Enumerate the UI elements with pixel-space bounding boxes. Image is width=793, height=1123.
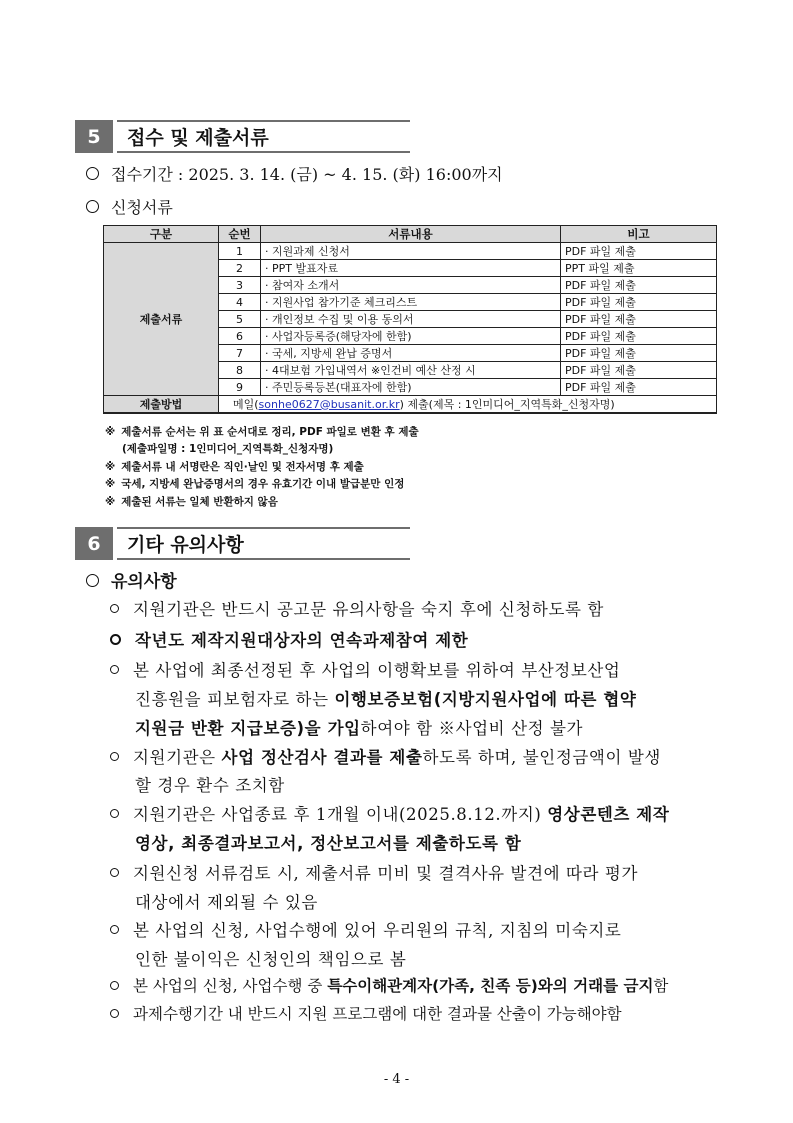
reference-mark-icon: ※ (105, 461, 116, 473)
row-note: PDF 파일 제출 (561, 345, 717, 362)
precaution-item (110, 744, 661, 768)
header-category: 구분 (104, 226, 219, 243)
item-text: 하여야 함 ※사업비 산정 불가 (360, 719, 584, 738)
email-link[interactable]: sonhe0627@busanit.or.kr (258, 397, 400, 411)
small-circle-bullet-icon (110, 925, 119, 934)
precaution-item (110, 627, 468, 651)
item-text: 인한 불이익은 신청인의 책임으로 봄 (135, 950, 407, 969)
small-circle-bullet-icon (110, 868, 119, 877)
note-line (122, 441, 333, 456)
row-content: · 국세, 지방세 완납 증명서 (261, 345, 561, 362)
small-circle-bullet-icon (110, 604, 119, 613)
method-prefix: 메일( (233, 397, 259, 411)
row-content: · 4대보험 가입내역서 ※인건비 예산 산정 시 (261, 362, 561, 379)
item-text-bold: 영상, 최종결과보고서, 정산보고서를 제출하도록 함 (135, 834, 522, 853)
row-number: 7 (219, 345, 261, 362)
reference-mark-icon: ※ (105, 496, 116, 508)
row-note: PDF 파일 제출 (561, 328, 717, 345)
circle-bullet-icon (86, 200, 99, 213)
precaution-item-continued (135, 830, 521, 854)
note-text: 제출된 서류는 일체 반환하지 않음 (121, 496, 278, 508)
precaution-item (110, 974, 668, 996)
row-note: PDF 파일 제출 (561, 294, 717, 311)
item-text-bold: 이행보증보험(지방지원사업에 따른 협약 (334, 690, 637, 709)
bullet-application-documents (86, 195, 173, 218)
item-text: 본 사업에 최종선정된 후 사업의 이행확보를 위하여 부산정보산업 (133, 661, 621, 680)
precaution-item-continued (135, 772, 285, 796)
small-circle-bullet-icon (110, 1009, 119, 1018)
note-text: 제출서류 내 서명란은 직인·날인 및 전자서명 후 제출 (121, 461, 364, 473)
method-suffix: ) 제출(제목 : 1인미디어_지역특화_신청자명) (399, 397, 615, 411)
precaution-item-continued (135, 686, 636, 710)
row-note: PDF 파일 제출 (561, 362, 717, 379)
application-documents-text: 신청서류 (111, 198, 173, 217)
circle-bullet-icon (86, 574, 99, 587)
item-text: 진흥원을 피보험자로 하는 (135, 690, 335, 709)
row-note: PDF 파일 제출 (561, 311, 717, 328)
circle-bullet-icon (86, 167, 99, 180)
precaution-item-continued (135, 715, 583, 739)
row-content: · 지원과제 신청서 (261, 243, 561, 260)
note-text: 국세, 지방세 완납증명서의 경우 유효기간 이내 발급분만 인정 (121, 478, 405, 490)
precaution-item (110, 1002, 622, 1024)
precaution-item-continued (135, 946, 406, 970)
row-note: PDF 파일 제출 (561, 379, 717, 396)
item-text: 과제수행기간 내 반드시 지원 프로그램에 대한 결과물 산출이 가능해야함 (133, 1005, 622, 1023)
row-note: PDF 파일 제출 (561, 243, 717, 260)
small-circle-bullet-icon (110, 981, 119, 990)
row-number: 2 (219, 260, 261, 277)
row-number: 8 (219, 362, 261, 379)
item-text: 대상에서 제외될 수 있음 (135, 893, 318, 912)
precaution-item (110, 917, 621, 941)
method-value (219, 396, 717, 414)
small-circle-bullet-icon (110, 665, 119, 674)
row-note: PPT 파일 제출 (561, 260, 717, 277)
note-line (105, 459, 364, 474)
item-text: 지원기관은 반드시 공고문 유의사항을 숙지 후에 신청하도록 함 (133, 600, 604, 619)
item-text-bold: 특수이해관계자(가족, 친족 등)와의 거래를 금지 (327, 977, 654, 995)
note-text: 제출서류 순서는 위 표 순서대로 정리, PDF 파일로 변환 후 제출 (121, 426, 419, 438)
item-text-bold: 지원금 반환 지급보증)을 가입 (135, 719, 361, 738)
row-content: · 지원사업 참가기준 체크리스트 (261, 294, 561, 311)
note-line (105, 424, 419, 439)
header-number: 순번 (219, 226, 261, 243)
reference-mark-icon: ※ (105, 478, 116, 490)
page-number: - 4 - (383, 1072, 410, 1087)
precaution-item (110, 801, 669, 825)
row-content: · 참여자 소개서 (261, 277, 561, 294)
row-number: 3 (219, 277, 261, 294)
table-row (104, 243, 717, 260)
precautions-heading: 유의사항 (111, 572, 177, 592)
method-label: 제출방법 (104, 396, 219, 414)
row-number: 5 (219, 311, 261, 328)
submission-method-row (104, 396, 717, 414)
precaution-item-continued (135, 889, 318, 913)
row-content: · PPT 발표자료 (261, 260, 561, 277)
item-text: 작년도 제작지원대상자의 연속과제참여 제한 (135, 631, 469, 650)
item-text: 하도록 하며, 불인정금액이 발생 (422, 748, 661, 767)
item-text: 할 경우 환수 조치함 (135, 776, 285, 795)
section-6-title: 기타 유의사항 (117, 527, 410, 560)
precaution-item (110, 596, 604, 620)
item-text: 함 (653, 977, 669, 995)
note-line (105, 476, 404, 491)
bullet-precautions (86, 567, 177, 592)
bullet-application-period (86, 162, 503, 185)
header-note: 비고 (561, 226, 717, 243)
reference-mark-icon: ※ (105, 426, 116, 438)
application-period-text: 접수기간 : 2025. 3. 14. (금) ~ 4. 15. (화) 16:00까지 (111, 165, 503, 184)
table-header-row (104, 226, 717, 243)
documents-table (103, 225, 717, 414)
item-text: 본 사업의 신청, 사업수행 중 (133, 977, 328, 995)
item-text: 본 사업의 신청, 사업수행에 있어 우리원의 규칙, 지침의 미숙지로 (133, 921, 622, 940)
section-5-number: 5 (75, 120, 113, 153)
precaution-item (110, 860, 638, 884)
row-content: · 사업자등록증(해당자에 한함) (261, 328, 561, 345)
category-submission-docs: 제출서류 (104, 243, 219, 396)
section-6-number: 6 (75, 527, 113, 560)
small-circle-bullet-icon (110, 752, 119, 761)
item-text-bold: 사업 정산검사 결과를 제출 (221, 748, 423, 767)
section-5-title: 접수 및 제출서류 (117, 120, 410, 153)
small-circle-bullet-icon (110, 809, 119, 818)
row-number: 4 (219, 294, 261, 311)
row-content: · 개인정보 수집 및 이용 동의서 (261, 311, 561, 328)
row-number: 9 (219, 379, 261, 396)
item-text-bold: 영상콘텐츠 제작 (547, 805, 670, 824)
note-text: (제출파일명 : 1인미디어_지역특화_신청자명) (122, 443, 334, 455)
note-line (105, 494, 278, 509)
row-number: 6 (219, 328, 261, 345)
row-number: 1 (219, 243, 261, 260)
precaution-item (110, 657, 620, 681)
small-circle-bullet-icon (110, 634, 121, 645)
row-content: · 주민등록등본(대표자에 한함) (261, 379, 561, 396)
row-note: PDF 파일 제출 (561, 277, 717, 294)
item-text: 지원신청 서류검토 시, 제출서류 미비 및 결격사유 발견에 따라 평가 (133, 864, 639, 883)
header-content: 서류내용 (261, 226, 561, 243)
item-text: 지원기관은 (133, 748, 222, 767)
item-text: 지원기관은 사업종료 후 1개월 이내(2025.8.12.까지) (133, 805, 548, 824)
